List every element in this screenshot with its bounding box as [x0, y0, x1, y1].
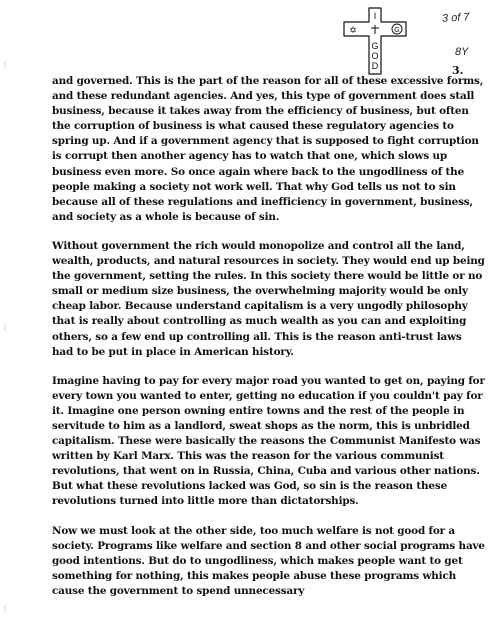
page-count: 3 of 7 [441, 11, 470, 25]
cross-side-letter: G [394, 27, 400, 34]
paragraph: Imagine having to pay for every major road you wanted to get on, paying for every town you wanted to enter, getting no education if you couldn't pay for it. Imagine one person owning entire towns and the rest of the people in servitude to him as a landlord, sweat shops as the norm, this is unbridled capitalism. These were basically the reasons the Communist Manifesto was written by Karl Marx. This was the reason for the various communist revolutions, that went on in Russia, China, Cuba and various other nations. But what these revolutions lacked was God, so sin is the reason these revolutions turned into little more than dictatorships. [52, 374, 485, 508]
paragraph: Without government the rich would monopolize and control all the land, wealth, products, and natural resources in society. They would end up being the government, setting the rules. In this society there would be little or no small or medium size business, the overwhelming majority would be only cheap labor. Because understand capitalism is a very ungodly philosophy that is really about controlling as much wealth as you can and exploiting others, so a few end up controlling all. This is the reason anti-trust laws had to be put in place in American history. [52, 239, 485, 358]
hole-punch-mark [4, 604, 15, 614]
paragraph: Now we must look at the other side, too much welfare is not good for a society. Programs like welfare and section 8 and other social programs have good intentions. But do to ungodliness, which makes people want to get something for nothing, this makes people abuse these programs which cause the government to spend unnecessary [52, 524, 485, 597]
cross-letter: D [371, 61, 379, 71]
cross-letter: O [371, 51, 379, 61]
cross-letter: G [371, 41, 379, 51]
handwritten-initials: 8Y [455, 46, 469, 58]
hole-punch-mark [4, 322, 15, 332]
paragraph: and governed. This is the part of the reason for all of these excessive forms, and these redundant agencies. And yes, this type of government does stall business, because it takes away from the efficiency of business, but often the corruption of business is what caused these regulatory agencies to spring up. And if a government agency that is supposed to fight corruption is corrupt then another agency has to watch that one, which slows up business even more. So once again where back to the ungodliness of the people making a society not work well. That why God tells us not to sin because all of these regulations and inefficiency in government, business, and society as a whole is because of sin. [52, 75, 484, 223]
hole-punch-mark [4, 60, 15, 70]
hand-drawn-cross-icon [336, 6, 426, 76]
document-body [52, 74, 486, 613]
cross-letter: I [373, 11, 377, 21]
star-of-david-icon: ✡ [349, 26, 357, 36]
page-number: 3. [452, 64, 464, 77]
